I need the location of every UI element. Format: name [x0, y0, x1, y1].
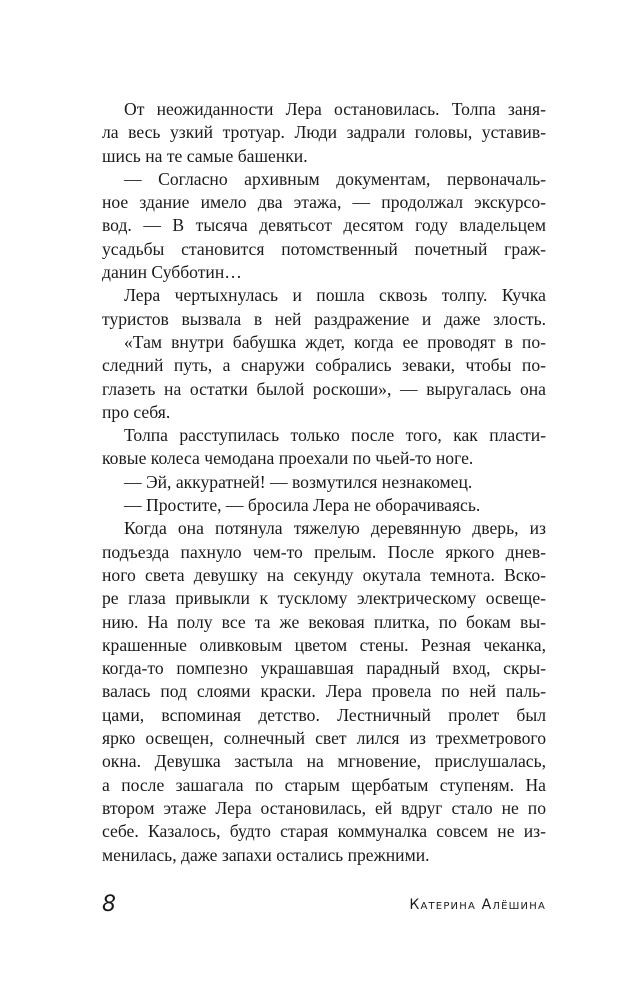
text-line: — Эй, аккуратней! — возмутился незнакомец. — [124, 471, 473, 492]
text-line: данин Субботин… — [102, 262, 242, 283]
text-line: а после зашагала по старым щербатым ступеням. На — [102, 774, 546, 795]
text-line: себе. Казалось, будто старая коммуналка совсем не из- — [102, 821, 546, 842]
text-line: когда-то помпезно украшавшая парадный вход, скры- — [102, 658, 546, 679]
text-line: подъезда пахнуло чем-то прелым. После яркого днев- — [102, 541, 546, 562]
text-line: Когда она потянула тяжелую деревянную дверь, из — [124, 518, 546, 539]
page-body — [102, 98, 546, 867]
text-line: крашенные оливковым цветом стены. Резная чеканка, — [102, 634, 546, 655]
text-line: цами, вспоминая детство. Лестничный пролет был — [102, 704, 546, 725]
running-author: Катерина Алёшина — [409, 897, 546, 913]
text-line: ла весь узкий тротуар. Люди задрали головы, уставив- — [102, 122, 546, 143]
paragraph-8 — [102, 517, 546, 866]
paragraph-6 — [102, 471, 546, 494]
page-number: 8 — [102, 892, 116, 917]
text-line: — Простите, — бросила Лера не оборачиваясь. — [124, 495, 481, 516]
text-line: втором этаже Лера остановилась, ей вдруг стало не по — [102, 797, 546, 818]
text-line: ярко освещен, солнечный свет лился из трехметрового — [102, 728, 546, 749]
paragraph-7 — [102, 494, 546, 517]
text-line: валась под слоями краски. Лера провела по ней паль- — [102, 681, 546, 702]
text-line: шись на те самые башенки. — [102, 145, 308, 166]
text-line: глазеть на остатки былой роскоши», — выругалась она — [102, 378, 546, 399]
paragraph-5 — [102, 424, 546, 471]
paragraph-4 — [102, 331, 546, 424]
text-line: усадьбы становится потомственный почетный граж- — [102, 238, 546, 259]
text-line: менилась, даже запахи остались прежними. — [102, 844, 430, 865]
text-line: ное здание имело два этажа, — продолжал экскурсо- — [102, 192, 546, 213]
text-line: ного света девушку на секунду окутала темнота. Вско- — [102, 564, 546, 585]
text-line: «Там внутри бабушка ждет, когда ее проводят в по- — [124, 331, 546, 352]
text-line: Толпа расступилась только после того, как пласти- — [124, 425, 546, 446]
paragraph-3 — [102, 284, 546, 331]
text-line: ковые колеса чемодана проехали по чьей-то ноге. — [102, 448, 474, 469]
text-line: ре глаза привыкли к тусклому электрическому освеще- — [102, 588, 546, 609]
text-line: туристов вызвала в ней раздражение и даже злость. — [102, 308, 546, 329]
text-line: Лера чертыхнулась и пошла сквозь толпу. Кучка — [124, 285, 546, 306]
text-line: — Согласно архивным документам, первоначаль- — [124, 168, 546, 189]
text-line: нию. На полу все та же вековая плитка, по бокам вы- — [102, 611, 546, 632]
text-line: окна. Девушка застыла на мгновение, прислушалась, — [102, 751, 546, 772]
text-line: про себя. — [102, 401, 171, 422]
text-line: вод. — В тысяча девятьсот десятом году владельцем — [102, 215, 546, 236]
text-line: От неожиданности Лера остановилась. Толпа заня- — [124, 99, 546, 119]
paragraph-2 — [102, 168, 546, 284]
paragraph-1 — [102, 98, 546, 168]
page-footer — [102, 894, 546, 924]
text-line: следний путь, а снаружи собрались зеваки, чтобы по- — [102, 355, 546, 376]
